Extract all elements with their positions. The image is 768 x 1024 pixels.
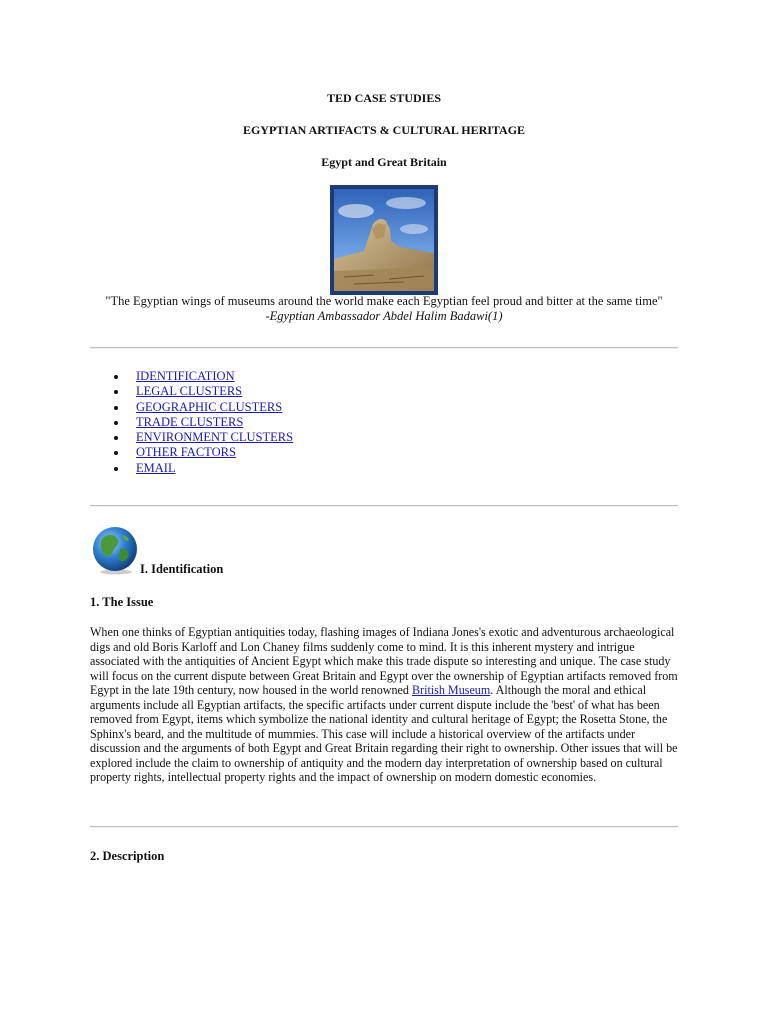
quote-attribution: -Egyptian Ambassador Abdel Halim Badawi(1) xyxy=(265,309,503,323)
divider xyxy=(90,505,678,507)
list-item xyxy=(114,415,293,430)
paragraph-text: . Although the moral and ethical arguments include all Egyptian artifacts, the specific artifacts under current dispute include the 'best' of what has been removed from Egypt, items which symbolize the national identity and cultural heritage of Egypt; the Rosetta Stone, the Sphinx's beard, and the multitude of mummies. This case will include a historical overview of the artifacts under discussion and the arguments of both Egypt and Great Britain regarding their right to ownership. Other issues that will be explored include the claim to ownership of antiquity and the modern day interpretation of ownership based on cultural property rights, intellectual property rights and the impact of ownership on modern domestic economies. xyxy=(90,683,678,784)
toc-link-geographic-clusters[interactable]: GEOGRAPHIC CLUSTERS xyxy=(136,399,283,414)
sphinx-image xyxy=(334,189,434,291)
toc-link-legal-clusters[interactable]: LEGAL CLUSTERS xyxy=(136,384,243,399)
divider xyxy=(90,826,678,828)
case-title: Egypt and Great Britain xyxy=(321,155,447,169)
list-item xyxy=(114,461,293,476)
toc-link-email[interactable]: EMAIL xyxy=(136,460,176,475)
british-museum-link[interactable]: British Museum xyxy=(411,683,491,697)
list-item xyxy=(114,400,293,415)
sphinx-photo xyxy=(330,185,438,295)
list-item xyxy=(114,430,293,445)
divider xyxy=(90,347,678,349)
paragraph-text: When one thinks of Egyptian antiquities today, flashing images of Indiana Jones's exotic and adventurous archaeological digs and old Boris Karloff and Lon Chaney films suddenly come to mind. It is this inherent mystery and intrigue associated with the antiquities of Ancient Egypt which make this trade dispute so interesting and unique. The case study will focus on the current dispute between Great Britain and Egypt over the ownership of Egyptian artifacts removed from Egypt in the late 19th century, now housed in the world renowned xyxy=(90,625,678,697)
globe-icon xyxy=(90,525,140,575)
section-heading-identification: I. Identification xyxy=(140,562,224,576)
toc-link-trade-clusters[interactable]: TRADE CLUSTERS xyxy=(136,414,244,429)
page-subtitle: EGYPTIAN ARTIFACTS & CULTURAL HERITAGE xyxy=(242,123,526,137)
subsection-heading-description: 2. Description xyxy=(90,849,165,863)
list-item xyxy=(114,384,293,399)
subsection-heading-issue: 1. The Issue xyxy=(90,595,154,609)
page-title: TED CASE STUDIES xyxy=(326,91,442,105)
quote-block xyxy=(0,294,768,324)
issue-paragraph xyxy=(90,625,686,785)
table-of-contents xyxy=(114,369,293,476)
list-item xyxy=(114,369,293,384)
toc-link-environment-clusters[interactable]: ENVIRONMENT CLUSTERS xyxy=(136,430,294,445)
list-item xyxy=(114,445,293,460)
toc-link-other-factors[interactable]: OTHER FACTORS xyxy=(136,445,236,460)
toc-link-identification[interactable]: IDENTIFICATION xyxy=(136,369,235,383)
quote-text: "The Egyptian wings of museums around the world make each Egyptian feel proud and bitter at the same time" xyxy=(105,294,663,308)
